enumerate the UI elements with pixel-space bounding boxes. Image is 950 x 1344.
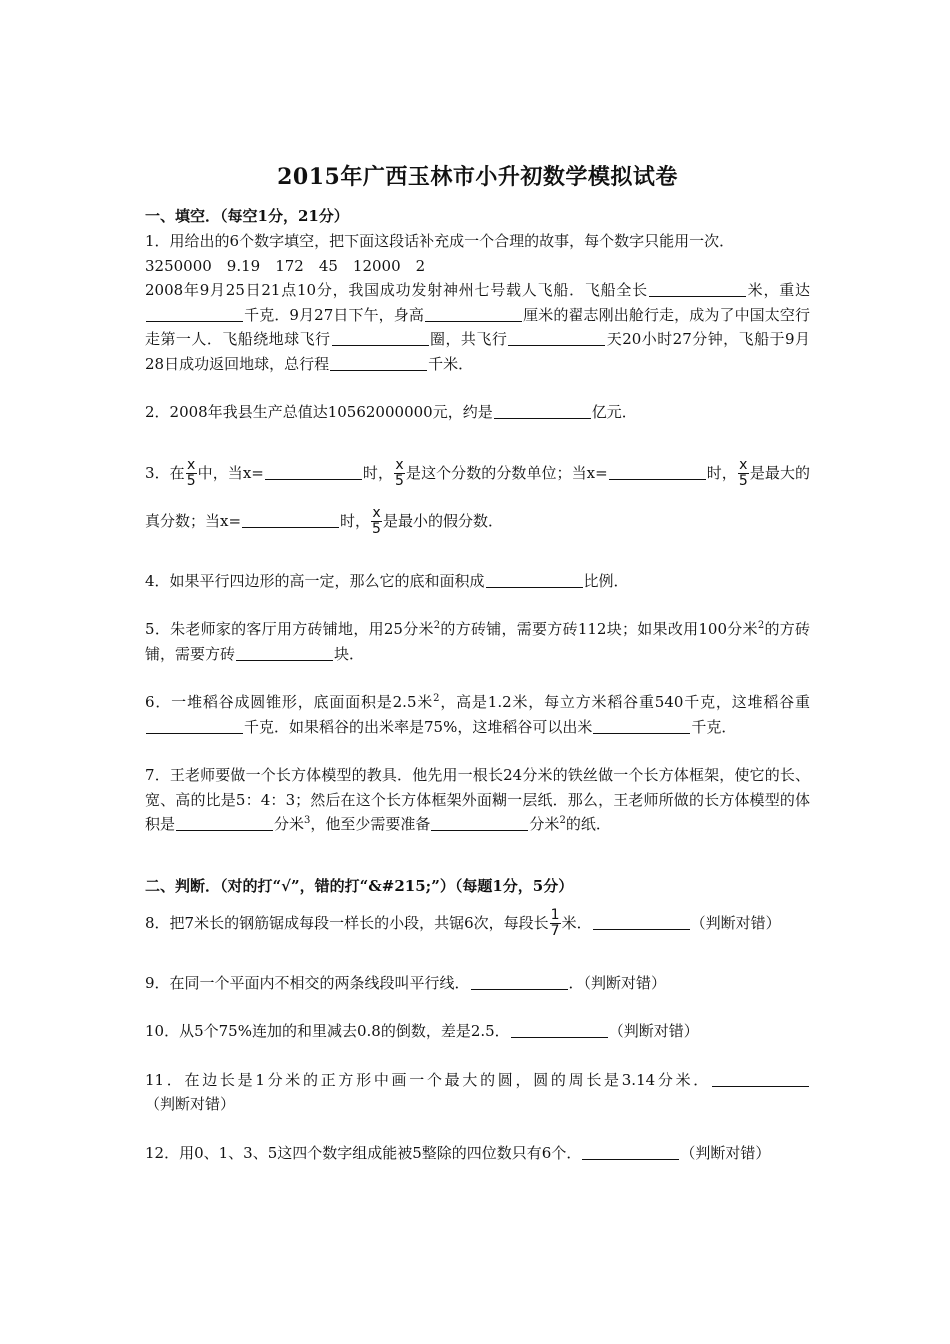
q1-text: 2008年9月25日21点10分，我国成功发射神州七号载人飞船．飞船全长 — [145, 281, 648, 299]
q3-text: 3．在 — [145, 463, 185, 482]
question-5 — [145, 617, 810, 666]
q3-text: 是最大的真分数；当x= — [145, 463, 810, 530]
fraction-numerator: x — [395, 457, 404, 473]
answer-blank[interactable] — [242, 511, 339, 528]
fraction-x-over-5 — [394, 458, 405, 489]
q1-text: 米，重达 — [746, 281, 810, 299]
answer-blank[interactable] — [649, 280, 746, 297]
answer-blank[interactable] — [332, 329, 429, 346]
fraction-denominator: 5 — [738, 473, 748, 489]
q7-text: 分米 — [529, 815, 560, 833]
q12-text: 12．用0、1、3、5这四个数字组成能被5整除的四位数只有6个． — [145, 1143, 582, 1162]
q8-text: 米． — [561, 913, 592, 932]
fraction-denominator: 7 — [550, 923, 560, 939]
q6-text: 千克．如果稻谷的出米率是75%，这堆稻谷可以出米 — [244, 717, 593, 736]
question-7 — [145, 763, 810, 837]
answer-blank[interactable] — [265, 463, 362, 480]
answer-blank[interactable] — [330, 354, 427, 371]
q4-text: 4．如果平行四边形的高一定，那么它的底和面积成 — [145, 571, 485, 590]
question-12 — [145, 1141, 810, 1166]
fraction-denominator: 5 — [372, 521, 381, 537]
q6-text: ，高是1.2米，每立方米稻谷重540千克，这堆稻谷重 — [439, 693, 810, 711]
q8-text: （判断对错） — [690, 913, 781, 932]
q5-text: 的方砖铺，需要方砖 — [145, 620, 810, 663]
question-1-story — [145, 278, 810, 376]
answer-blank[interactable] — [425, 305, 522, 322]
q8-text: 8．把7米长的钢筋锯成每段一样长的小段，共锯6次，每段长 — [145, 913, 549, 932]
answer-blank[interactable] — [486, 571, 583, 588]
q7-text: 7．王老师要做一个长方体模型的教具．他先用一根长24分米的铁丝做一个长方体框架，使它的长、宽、高的比是5：4：3；然后在这个长方体框架外面糊一层纸．那么，王老师所做的长方体模型的体积是 — [145, 766, 810, 833]
q5-text: 的方砖铺，需要方砖112块；如果改用100分米 — [440, 620, 758, 638]
q5-text: 块． — [334, 644, 365, 663]
q11-text: 11．在边长是1分米的正方形中画一个最大的圆，圆的周长是3.14分米． — [145, 1070, 711, 1089]
answer-blank[interactable] — [593, 913, 690, 930]
q7-text: 分米 — [274, 815, 305, 833]
superscript: 2 — [559, 815, 566, 826]
q3-text: 时， — [706, 463, 737, 482]
question-6 — [145, 690, 810, 739]
fraction-numerator: x — [739, 457, 748, 473]
q6-text: 6．一堆稻谷成圆锥形，底面面积是2.5米 — [145, 693, 434, 711]
fraction-numerator: x — [372, 505, 381, 521]
fraction-denominator: 5 — [395, 473, 404, 489]
superscript: 2 — [433, 693, 440, 704]
answer-blank[interactable] — [511, 1021, 608, 1038]
question-10 — [145, 1019, 810, 1044]
q1-text: 圈，共飞行 — [429, 330, 508, 348]
q3-text: 中，当x= — [197, 463, 264, 482]
answer-blank[interactable] — [236, 644, 333, 661]
q2-text: 2．2008年我县生产总值达10562000000元，约是 — [145, 403, 493, 421]
q3-text: 是这个分数的分数单位；当x= — [405, 463, 608, 482]
q6-text: 千克． — [691, 717, 737, 736]
answer-blank[interactable] — [593, 717, 690, 734]
fraction-1-over-7 — [550, 908, 561, 939]
superscript: 2 — [433, 620, 441, 631]
q3-text: 是最小的假分数． — [382, 511, 503, 530]
question-8 — [145, 899, 810, 947]
q10-text: （判断对错） — [608, 1022, 699, 1040]
q1-text: 千克．9月27日下午，身高 — [244, 305, 424, 324]
fraction-x-over-5 — [186, 458, 197, 489]
answer-blank[interactable] — [508, 329, 605, 346]
q11-text: （判断对错） — [145, 1095, 236, 1113]
answer-blank[interactable] — [146, 717, 243, 734]
answer-blank[interactable] — [471, 973, 568, 990]
q7-text: ，他至少需要准备 — [310, 815, 431, 833]
answer-blank[interactable] — [431, 814, 528, 831]
q3-text: 时， — [340, 511, 371, 530]
fraction-numerator: 1 — [550, 907, 560, 923]
question-4 — [145, 569, 810, 594]
question-1-intro: 1．用给出的6个数字填空，把下面这段话补充成一个合理的故事，每个数字只能用一次． — [145, 232, 735, 250]
q5-text: 5．朱老师家的客厅用方砖铺地，用25分米 — [145, 620, 434, 638]
question-3 — [145, 449, 810, 545]
section-true-false-heading: 二、判断．（对的打“√”，错的打“&#215;”）（每题1分，5分） — [145, 876, 574, 895]
q3-text: 时， — [362, 463, 394, 482]
q4-text: 比例． — [583, 571, 629, 590]
fraction-x-over-5 — [738, 458, 749, 489]
q1-text: 千米． — [428, 354, 474, 373]
section-fill-blank-heading: 一、填空．（每空1分，21分） — [145, 207, 349, 225]
answer-blank[interactable] — [609, 463, 706, 480]
q9-text: ．（判断对错） — [568, 973, 667, 992]
question-9 — [145, 971, 810, 996]
question-1-numbers: 3250000 9.19 172 45 12000 2 — [145, 256, 426, 275]
superscript: 3 — [304, 815, 311, 826]
fraction-numerator: x — [187, 457, 196, 473]
exam-page — [145, 160, 810, 1165]
superscript: 2 — [757, 620, 765, 631]
question-2 — [145, 400, 810, 425]
q10-text: 10．从5个75%连加的和里减去0.8的倒数，差是2.5． — [145, 1022, 510, 1040]
q1-text: 厘米的翟志刚出舱行走，成为了中国太空行走第一人．飞船绕地球飞行 — [145, 305, 810, 348]
question-11 — [145, 1068, 810, 1117]
q2-text: 亿元． — [591, 403, 637, 421]
answer-blank[interactable] — [494, 402, 591, 419]
q9-text: 9．在同一个平面内不相交的两条线段叫平行线． — [145, 973, 470, 992]
answer-blank[interactable] — [582, 1143, 679, 1160]
question-1 — [145, 229, 810, 376]
q1-text: 天20小时27分钟，飞船于9月28日成功返回地球，总行程 — [145, 330, 810, 373]
fraction-denominator: 5 — [186, 473, 196, 489]
answer-blank[interactable] — [712, 1070, 809, 1087]
q12-text: （判断对错） — [680, 1143, 771, 1162]
answer-blank[interactable] — [176, 814, 273, 831]
answer-blank[interactable] — [146, 305, 243, 322]
fraction-x-over-5 — [371, 506, 382, 537]
page-title: 2015年广西玉林市小升初数学模拟试卷 — [277, 164, 678, 190]
q7-text: 的纸． — [565, 815, 611, 833]
